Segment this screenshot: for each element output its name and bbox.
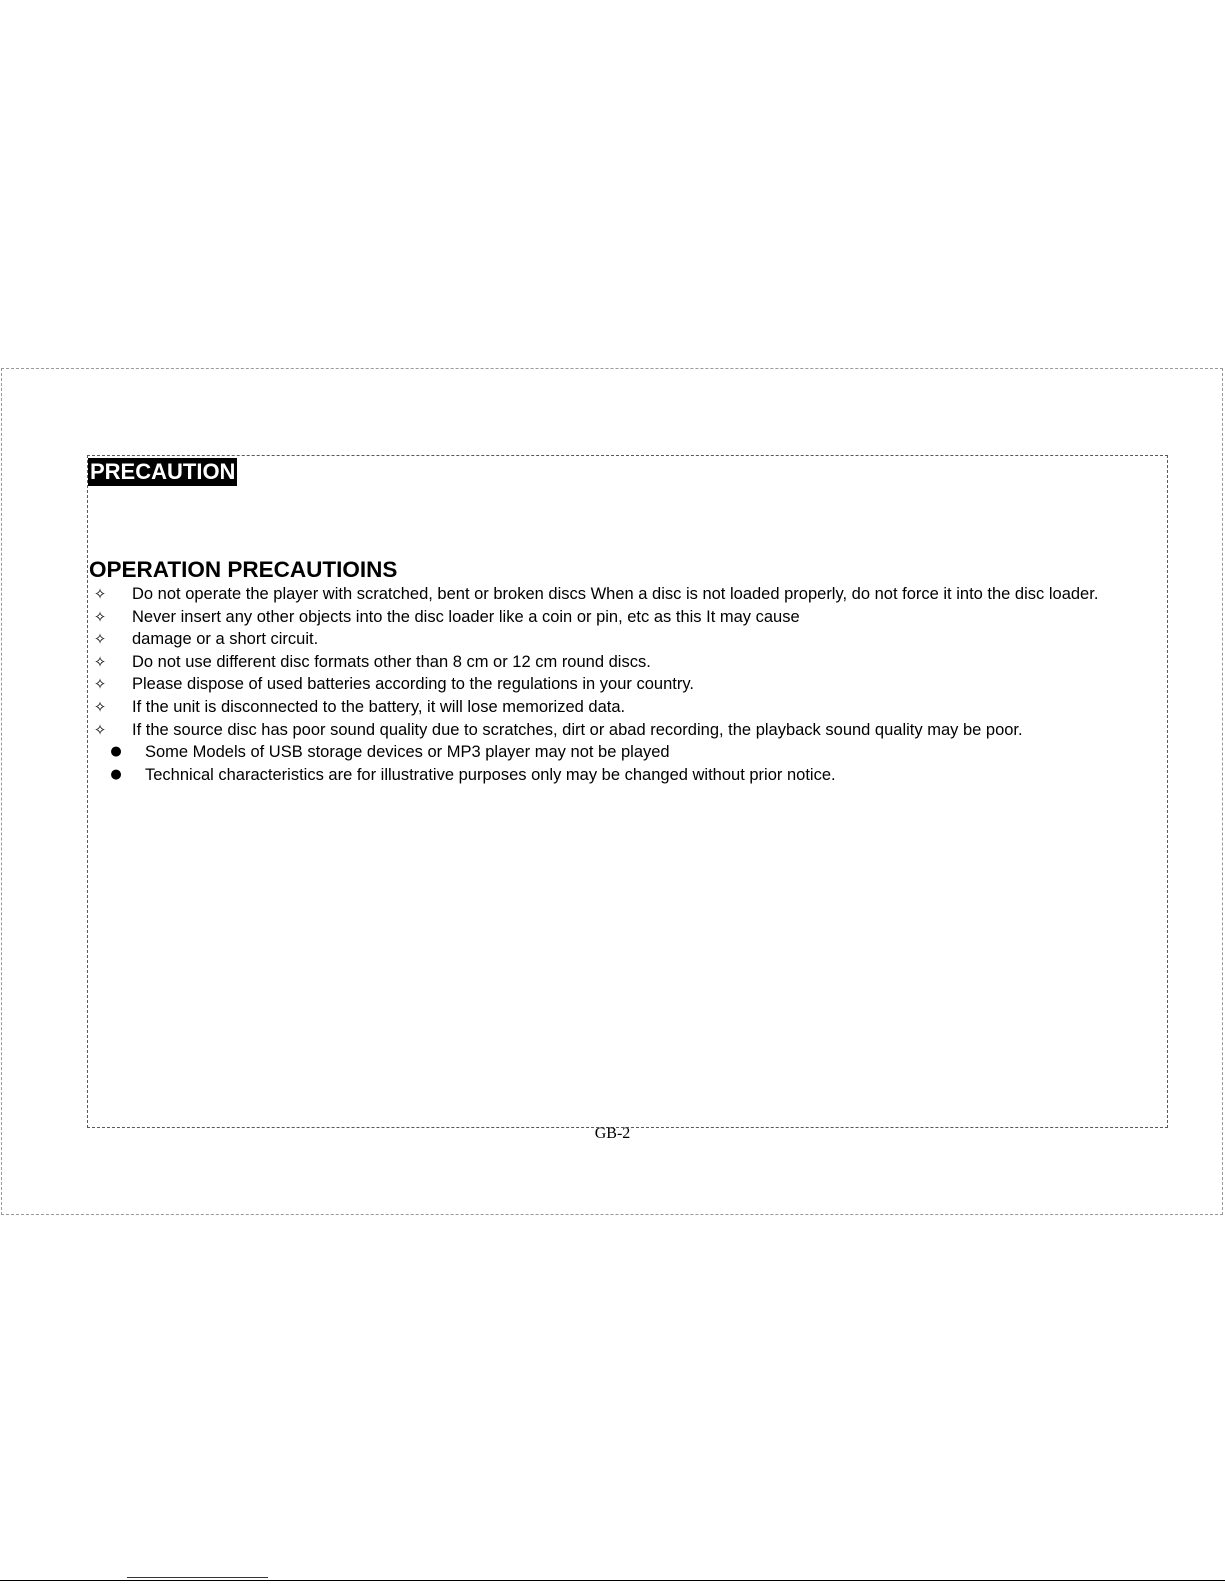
star-bullet-icon: ✧ <box>93 585 107 603</box>
star-bullet-icon: ✧ <box>93 630 107 649</box>
list-item <box>88 583 1168 606</box>
page-number: GB-2 <box>594 1125 631 1142</box>
star-bullet-icon: ✧ <box>93 697 107 716</box>
precaution-heading: PRECAUTION <box>90 459 236 484</box>
list-item <box>88 741 1168 764</box>
star-bullet-icon: ✧ <box>93 675 107 694</box>
section-title: OPERATION PRECAUTIOINS <box>89 557 398 582</box>
list-item <box>88 764 1168 787</box>
dot-bullet-icon: ● <box>110 744 122 760</box>
list-item-text: Some Models of USB storage devices or MP3 player may not be played <box>145 743 670 762</box>
bottom-link-underline <box>127 1577 268 1578</box>
list-item <box>88 673 1168 696</box>
dot-bullet-icon: ● <box>110 766 122 782</box>
list-item-text: damage or a short circuit. <box>132 630 319 649</box>
list-item-text: If the unit is disconnected to the battery, it will lose memorized data. <box>132 697 626 716</box>
list-item-text: Never insert any other objects into the disc loader like a coin or pin, etc as this It may cause <box>132 607 800 626</box>
bottom-divider <box>0 1580 1225 1581</box>
list-item <box>88 696 1168 719</box>
precaution-list <box>88 583 1168 786</box>
list-item-text: Technical characteristics are for illustrative purposes only may be changed without prior notice. <box>145 765 836 784</box>
list-item-text: Do not operate the player with scratched, bent or broken discs When a disc is not loaded properly, do not force it into the disc loader. <box>132 585 1099 603</box>
star-bullet-icon: ✧ <box>93 607 107 626</box>
list-item-text: If the source disc has poor sound quality due to scratches, dirt or abad recording, the playback sound quality may be poor. <box>132 720 1023 739</box>
list-item <box>88 606 1168 629</box>
list-item <box>88 628 1168 651</box>
list-item <box>88 719 1168 742</box>
star-bullet-icon: ✧ <box>93 652 107 671</box>
list-item-text: Do not use different disc formats other than 8 cm or 12 cm round discs. <box>132 652 651 671</box>
list-item <box>88 651 1168 674</box>
star-bullet-icon: ✧ <box>93 720 107 739</box>
list-item-text: Please dispose of used batteries according to the regulations in your country. <box>132 675 694 694</box>
